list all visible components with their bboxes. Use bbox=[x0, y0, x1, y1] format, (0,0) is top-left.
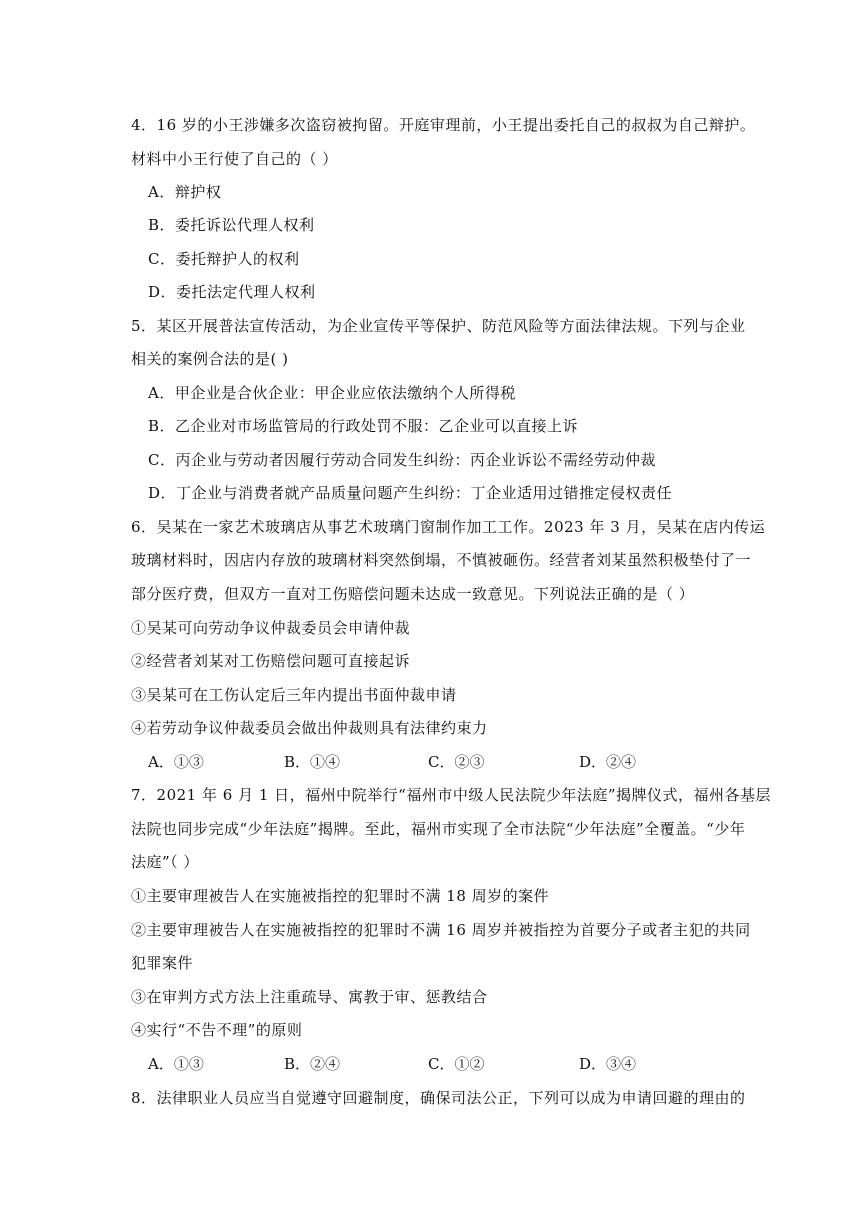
q4-stem-line2: 材料中小王行使了自己的（ ） bbox=[131, 150, 338, 168]
q6-statement-2: ②经营者刘某对工伤赔偿问题可直接起诉 bbox=[131, 652, 411, 670]
q5-option-a: A．甲企业是合伙企业：甲企业应依法缴纳个人所得税 bbox=[148, 384, 516, 402]
q4-option-d: D．委托法定代理人权利 bbox=[148, 283, 316, 301]
q7-statement-1: ①主要审理被告人在实施被指控的犯罪时不满 18 周岁的案件 bbox=[131, 887, 550, 905]
q6-choice-a: A．①③ bbox=[148, 753, 204, 771]
q7-choice-a: A．①③ bbox=[148, 1055, 204, 1073]
q5-option-b: B．乙企业对市场监管局的行政处罚不服：乙企业可以直接上诉 bbox=[148, 417, 579, 435]
q7-statement-2: ②主要审理被告人在实施被指控的犯罪时不满 16 周岁并被指控为首要分子或者主犯的共同 bbox=[131, 921, 751, 939]
q4-option-c: C．委托辩护人的权利 bbox=[148, 250, 300, 268]
q6-statement-4: ④若劳动争议仲裁委员会做出仲裁则具有法律约束力 bbox=[131, 719, 488, 737]
q7-stem-line3: 法庭”（ ） bbox=[131, 853, 199, 871]
q6-stem-line1: 6．吴某在一家艺术玻璃店从事艺术玻璃门窗制作加工工作。2023 年 3 月，吴某在店内传运 bbox=[131, 518, 766, 536]
q5-option-d: D．丁企业与消费者就产品质量问题产生纠纷：丁企业适用过错推定侵权责任 bbox=[148, 484, 673, 502]
q8-stem-line1: 8．法律职业人员应当自觉遵守回避制度，确保司法公正，下列可以成为申请回避的理由的 bbox=[131, 1089, 746, 1107]
q6-statement-3: ③吴某可在工伤认定后三年内提出书面仲裁申请 bbox=[131, 686, 457, 704]
q6-stem-line3: 部分医疗费，但双方一直对工伤赔偿问题未达成一致意见。下列说法正确的是（ ） bbox=[131, 585, 695, 603]
q6-choice-d: D．②④ bbox=[579, 753, 637, 771]
q5-option-c: C．丙企业与劳动者因履行劳动合同发生纠纷：丙企业诉讼不需经劳动仲裁 bbox=[148, 451, 656, 469]
q7-statement-4: ④实行“不告不理”的原则 bbox=[131, 1021, 303, 1039]
q5-stem-line1: 5．某区开展普法宣传活动，为企业宣传平等保护、防范风险等方面法律法规。下列与企业 bbox=[131, 317, 746, 335]
q6-statement-1: ①吴某可向劳动争议仲裁委员会申请仲裁 bbox=[131, 619, 411, 637]
q7-statement-3: ③在审判方式方法上注重疏导、寓教于审、惩教结合 bbox=[131, 988, 488, 1006]
q7-stem-line2: 法院也同步完成“少年法庭”揭牌。至此，福州市实现了全市法院“少年法庭”全覆盖。“少年 bbox=[131, 820, 746, 838]
q7-choice-d: D．③④ bbox=[579, 1055, 637, 1073]
q6-stem-line2: 玻璃材料时，因店内存放的玻璃材料突然倒塌，不慎被砸伤。经营者刘某虽然积极垫付了一 bbox=[131, 551, 752, 569]
q7-stem-line1: 7．2021 年 6 月 1 日，福州中院举行“福州市中级人民法院少年法庭”揭牌仪式，福州各基层 bbox=[131, 786, 771, 804]
q5-stem-line2: 相关的案例合法的是( ) bbox=[131, 350, 289, 368]
q4-stem-line1: 4．16 岁的小王涉嫌多次盗窃被拘留。开庭审理前，小王提出委托自己的叔叔为自己辩护。 bbox=[131, 116, 756, 134]
q6-choice-c: C．②③ bbox=[428, 753, 485, 771]
q7-statement-2-cont: 犯罪案件 bbox=[131, 954, 194, 972]
q4-option-a: A．辩护权 bbox=[148, 183, 222, 201]
q7-choice-c: C．①② bbox=[428, 1055, 485, 1073]
q4-option-b: B．委托诉讼代理人权利 bbox=[148, 216, 315, 234]
q6-choice-b: B．①④ bbox=[284, 753, 341, 771]
q7-choice-b: B．②④ bbox=[284, 1055, 341, 1073]
